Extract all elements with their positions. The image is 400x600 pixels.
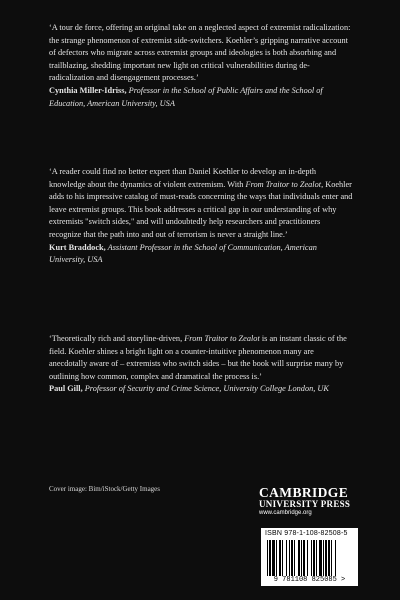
blurb-attribution — [49, 85, 354, 110]
blurb-attribution — [49, 242, 354, 267]
blurb-quote: ‘Theoretically rich and storyline-driven, From Traitor to Zealot is an instant classic of the field. Koehler shines a bright light on a counter-intuitive phenomenon many are anecdotally aware of – extremists who switch sides – but the book will surprise many by outlining how common, complex and dramatical the process is.’ — [49, 334, 347, 381]
blurb-quote: ‘A tour de force, offering an original take on a neglected aspect of extremist radicalization: the strange phenomenon of extremist side-switchers. Koehler’s gripping narrative account of defectors who migrate across extremist groups and ideologies is both absorbing and trailblazing, shedding important new light on critical vulnerabilities during de-radicalization and disengagement processes.’ — [49, 23, 351, 83]
blurb-affiliation: Professor in the School of Public Affairs and the School of Education, American University, USA — [49, 85, 323, 108]
barcode-digits: 9 781108 825085 > — [273, 576, 346, 584]
blurb-attribution — [49, 383, 354, 396]
blurb-author: Paul Gill, — [49, 384, 83, 394]
blurb-quote: ‘A reader could find no better expert than Daniel Koehler to develop an in-depth knowledge about the dynamics of violent extremism. With From Traitor to Zealot, Koehler adds to his impressive catalog of must-reads concerning the ways that individuals enter and leave extremist groups. This book addresses a critical gap in our understanding of why extremists "switch sides," and will undoubtedly help researchers and practitioners recognize that the path into and out of terrorism is never a straight line.’ — [49, 167, 353, 239]
cover-credit: Cover image: Bim/iStock/Getty Images — [49, 485, 161, 493]
blurb-affiliation: Professor of Security and Crime Science, University College London, UK — [82, 384, 329, 394]
isbn-barcode — [261, 528, 358, 586]
isbn-text: ISBN 978-1-108-82508-5 — [265, 530, 348, 537]
publisher-name: CAMBRIDGE — [259, 485, 349, 500]
publisher-logo — [259, 486, 359, 517]
publisher-url: www.cambridge.org — [259, 510, 312, 516]
blurb-braddock — [49, 166, 354, 267]
blurb-author: Cynthia Miller-Idriss, — [49, 85, 127, 95]
publisher-subname: UNIVERSITY PRESS — [259, 499, 351, 509]
blurb-gill — [49, 333, 354, 396]
blurb-affiliation: Assistant Professor in the School of Communication, American University, USA — [49, 242, 317, 265]
blurb-author: Kurt Braddock, — [49, 242, 106, 252]
barcode-bars-icon — [267, 540, 352, 576]
blurb-miller-idriss — [49, 22, 354, 110]
